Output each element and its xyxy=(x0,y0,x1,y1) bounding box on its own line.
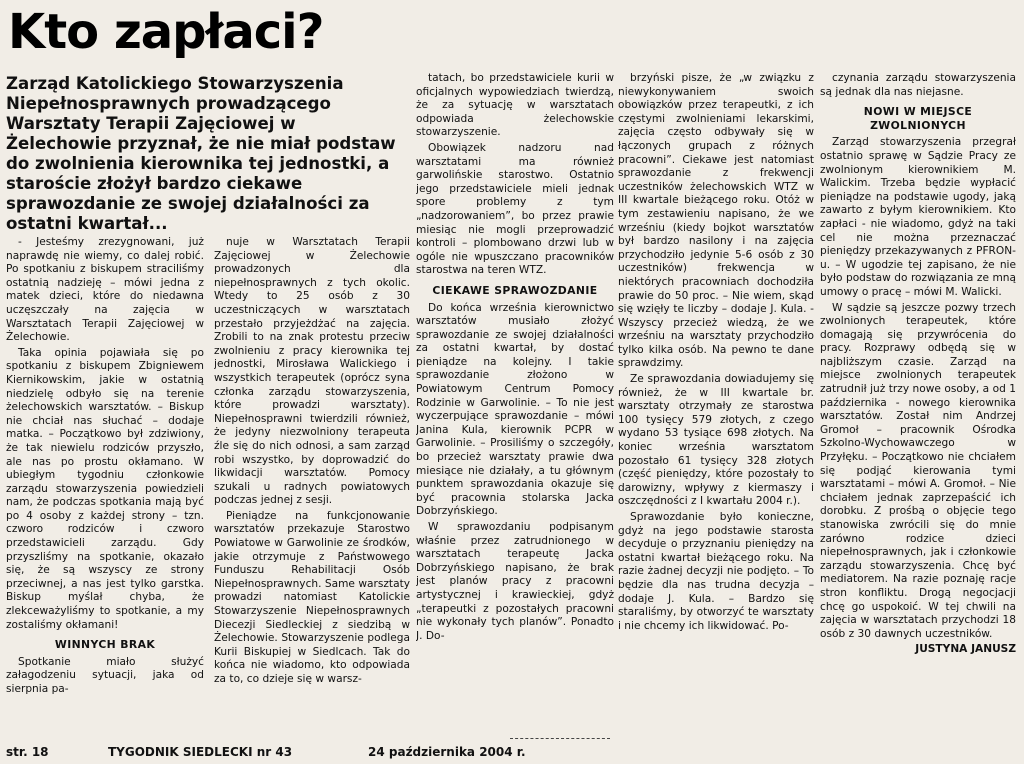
page-number: str. 18 xyxy=(6,745,49,759)
article-paragraph: Pieniądze na funkcjonowanie warsztatów przekazuje Starostwo Powiatowe w Garwolinie ze środków, jakie otrzymuje z Państwowego Funduszu Rehabilitacji Osób Niepełnosprawnych. Same warsztaty prowadzi natomiast Katolickie Stowarzyszenie Niepełnosprawnych Diecezji Siedleckiej z siedzibą w Żelechowie. Stowarzyszenie podlega Kurii Biskupiej w Siedlcach. Tak do końca nie wiadomo, kto odpowiada za to, co dzieje się w warsz- xyxy=(214,509,410,685)
section-heading: WINNYCH BRAK xyxy=(54,638,156,652)
article-paragraph: tatach, bo przedstawiciele kurii w oficjalnych wypowiedziach twierdzą, że za sytuację w warsztatach odpowiada żelechowskie stowarzyszenie. xyxy=(416,72,614,139)
bleed-through-text xyxy=(355,0,1024,80)
article-paragraph: Zarząd stowarzyszenia przegrał ostatnio sprawę w Sądzie Pracy ze zwolnionym kierownikiem M. Walickim. Trzeba będzie wypłacić pieniądze na podstawie ugody, jaką zawarto z byłym kierownikiem. Kto zapłaci - nie wiadomo, gdyż na taki cel nie można przeznaczać pieniędzy przekazywanych z PFRON-u. – W ugodzie tej zapisano, że nie było podstaw do rozwiązania ze mną umowy o pracę – mówi M. Walicki. xyxy=(820,136,1016,298)
article-paragraph: brzyński pisze, że „w związku z niewykonywaniem swoich obowiązków przez terapeutki, z ich częstymi zwolnieniami lekarskimi, zajęcia często odbywały się w łączonych grupach z różnych pracowni”. Ciekawe jest natomiast sprawozdanie z frekwencji uczestników żelechowskich WTZ w III kwartale bieżącego roku. Otóż w tym zestawieniu napisano, że we wrześniu (kiedy bojkot warsztatów był bardzo nasilony i na zajęcia przychodziło jedynie 5-6 osób z 30 uczestników) frekwencja w niektórych pracowniach dochodziła prawie do 50 proc. – Nie wiem, skąd się wzięły te liczby – dodaje J. Kula. - Wszyscy przecież wiedzą, że we wrześniu na warsztaty przychodziło tylko kilka osób. Na pewno te dane sprawdzimy. xyxy=(618,72,814,370)
article-column-2 xyxy=(214,236,410,736)
article-column-3 xyxy=(416,72,614,736)
article-paragraph: - Jesteśmy zrezygnowani, już naprawdę nie wiemy, co dalej robić. Po spotkaniu z biskupem straciliśmy ostatnią nadzieję – mówi jedna z matek dzieci, które do niedawna uczęszczały na zajęcia w Warsztatach Terapii Zajęciowej w Żelechowie. xyxy=(6,236,204,344)
issue-date: 24 października 2004 r. xyxy=(368,745,526,759)
article-paragraph: Sprawozdanie było konieczne, gdyż na jego podstawie starosta decyduje o przyznaniu pieniędzy na ostatni kwartał bieżącego roku. Na razie żadnej decyzji nie podjęto. – To będzie dla nas trudna decyzja – dodaje J. Kula. – Bardzo się staraliśmy, by otworzyć te warsztaty i nie chcemy ich likwidować. Po- xyxy=(618,511,814,632)
article-paragraph: Do końca września kierownictwo warsztatów musiało złożyć sprawozdanie ze swojej działalności za ostatni kwartał, by dostać pieniądze na kolejny. I takie sprawozdanie złożono w Powiatowym Centrum Pomocy Rodzinie w Garwolinie. – To nie jest wyczerpujące sprawozdanie – mówi Janina Kula, kierownik PCPR w Garwolinie. – Prosiliśmy o szczegóły, bo przecież warsztaty prawie dwa miesiące nie działały, a tu głównym punktem sprawozdania okazuje się być pracownia stolarska Jacka Dobrzyńskiego. xyxy=(416,301,614,518)
article-paragraph: W sprawozdaniu podpisanym właśnie przez zatrudnionego w warsztatach terapeutę Jacka Dobrzyńskiego napisano, że brak jest planów pracy z pracowni artystycznej i krawieckiej, gdyż „terapeutki z pozostałych pracowni nie wykonały tych planów”. Ponadto J. Do- xyxy=(416,521,614,642)
article-paragraph: Ze sprawozdania dowiadujemy się również, że w III kwartale br. warsztaty otrzymały ze starostwa 100 tysięcy 579 złotych, z czego wydano 53 tysiące 698 złotych. Na koniec września warsztatom pozostało 61 tysięcy 328 złotych (część pieniędzy, które pozostały to darowizny, wpływy z kiermaszy i oszczędności z I kwartału 2004 r.). xyxy=(618,373,814,508)
article-paragraph: nuje w Warsztatach Terapii Zajęciowej w Żelechowie prowadzonych dla niepełnosprawnych z tych okolic. Wtedy to 25 osób z 30 uczestniczących w warsztatach przestało przyjeżdżać na zajęcia. Zrobili to na znak protestu przeciw zwolnieniu z pracy kierownika tej jednostki, Mirosława Walickiego i wszystkich terapeutek (oprócz syna członka zarządu stowarzyszenia, które prowadzi warsztaty). Niepełnosprawni twierdzili również, że jedyny niezwolniony terapeuta źle się do nich odnosi, a sam zarząd robi wszystko, by doprowadzić do likwidacji warsztatów. Pomocy szukali u radnych powiatowych podczas jednej z sesji. xyxy=(214,236,410,507)
article-paragraph: W sądzie są jeszcze pozwy trzech zwolnionych terapeutek, które domagają się przywrócenia do pracy. Rozprawy odbędą się w najbliższym czasie. Zarząd na miejsce zwolnionych terapeutek zatrudnił już trzy nowe osoby, a od 1 października - nowego kierownika warsztatów. Został nim Andrzej Gromoł – pracownik Ośrodka Szkolno-Wychowawczego w Przyłęku. – Początkowo nie chciałem się podjąć kierowania tymi warsztatami – mówi A. Gromoł. – Nie chciałem jednak zaprzepaścić ich dorobku. Z prośbą o objęcie tego stanowiska zwrócili się do mnie zarówno rodzice dzieci niepełnosprawnych, jak i członkowie zarządu stowarzyszenia. Chcę być mediatorem. Na razie poznaję racje stron konfliktu. Drogą negocjacji chcę go uspokoić. W tej chwili na zajęcia w warsztatach przychodzi 18 osób z 30 dawnych uczestników. xyxy=(820,301,1016,640)
publication-name: TYGODNIK SIEDLECKI nr 43 xyxy=(108,745,293,759)
article-column-4 xyxy=(618,72,814,736)
author-signature: JUSTYNA JANUSZ xyxy=(915,643,1016,656)
page-footer xyxy=(6,742,1016,762)
article-column-5 xyxy=(820,72,1016,736)
separator-line xyxy=(510,738,610,739)
headline: Kto zapłaci? xyxy=(8,4,324,60)
article-paragraph: Obowiązek nadzoru nad warsztatami ma również garwolińskie starostwo. Ostatnio jego przedstawiciele mieli jednak spore problemy z tym „nadzorowaniem”, bo przez prawie miesiąc nie mogli przeprowadzić kontroli – plombowano drzwi lub w ogóle nie wpuszczano pracowników starostwa na teren WTZ. xyxy=(416,141,614,277)
article-column-1 xyxy=(6,236,204,736)
article-paragraph: czynania zarządu stowarzyszenia są jednak dla nas niejasne. xyxy=(820,72,1016,98)
section-heading: NOWI W MIEJSCE ZWOLNIONYCH xyxy=(863,105,973,132)
article-paragraph: Spotkanie miało służyć załagodzeniu sytuacji, jaka od sierpnia pa- xyxy=(6,655,204,695)
article-paragraph: Taka opinia pojawiała się po spotkaniu z biskupem Zbigniewem Kiernikowskim, jakie w ostatnią niedzielę odbyło się na terenie żelechowskich warsztatów. – Biskup nie chciał nas słuchać – dodaje matka. – Początkowo był zdziwiony, że tak niewielu rodziców przyszło, ale nas po prostu okłamano. W ubiegłym tygodniu członkowie zarządu stowarzyszenia powiedzieli nam, że podczas spotkania mają być po 4 osoby z każdej strony – tzn. czworo rodziców i czworo przedstawicieli zarządu. Gdy przyszliśmy na spotkanie, okazało się, że są wszyscy ze strony przeciwnej, a nas jest tylko garstka. Biskup myślał chyba, że zlekceważyliśmy to spotkanie, a my zostaliśmy okłamani! xyxy=(6,346,204,631)
section-heading: CIEKAWE SPRAWOZDANIE xyxy=(432,283,598,297)
lead-paragraph: Zarząd Katolickiego Stowarzyszenia Niepełnosprawnych prowadzącego Warsztaty Terapii Zajęciowej w Żelechowie przyznał, że nie miał podstaw do zwolnienia kierownika tej jednostki, a staroście złożył bardzo ciekawe sprawozdanie ze swojej działalności za ostatni kwartał... xyxy=(6,74,396,233)
